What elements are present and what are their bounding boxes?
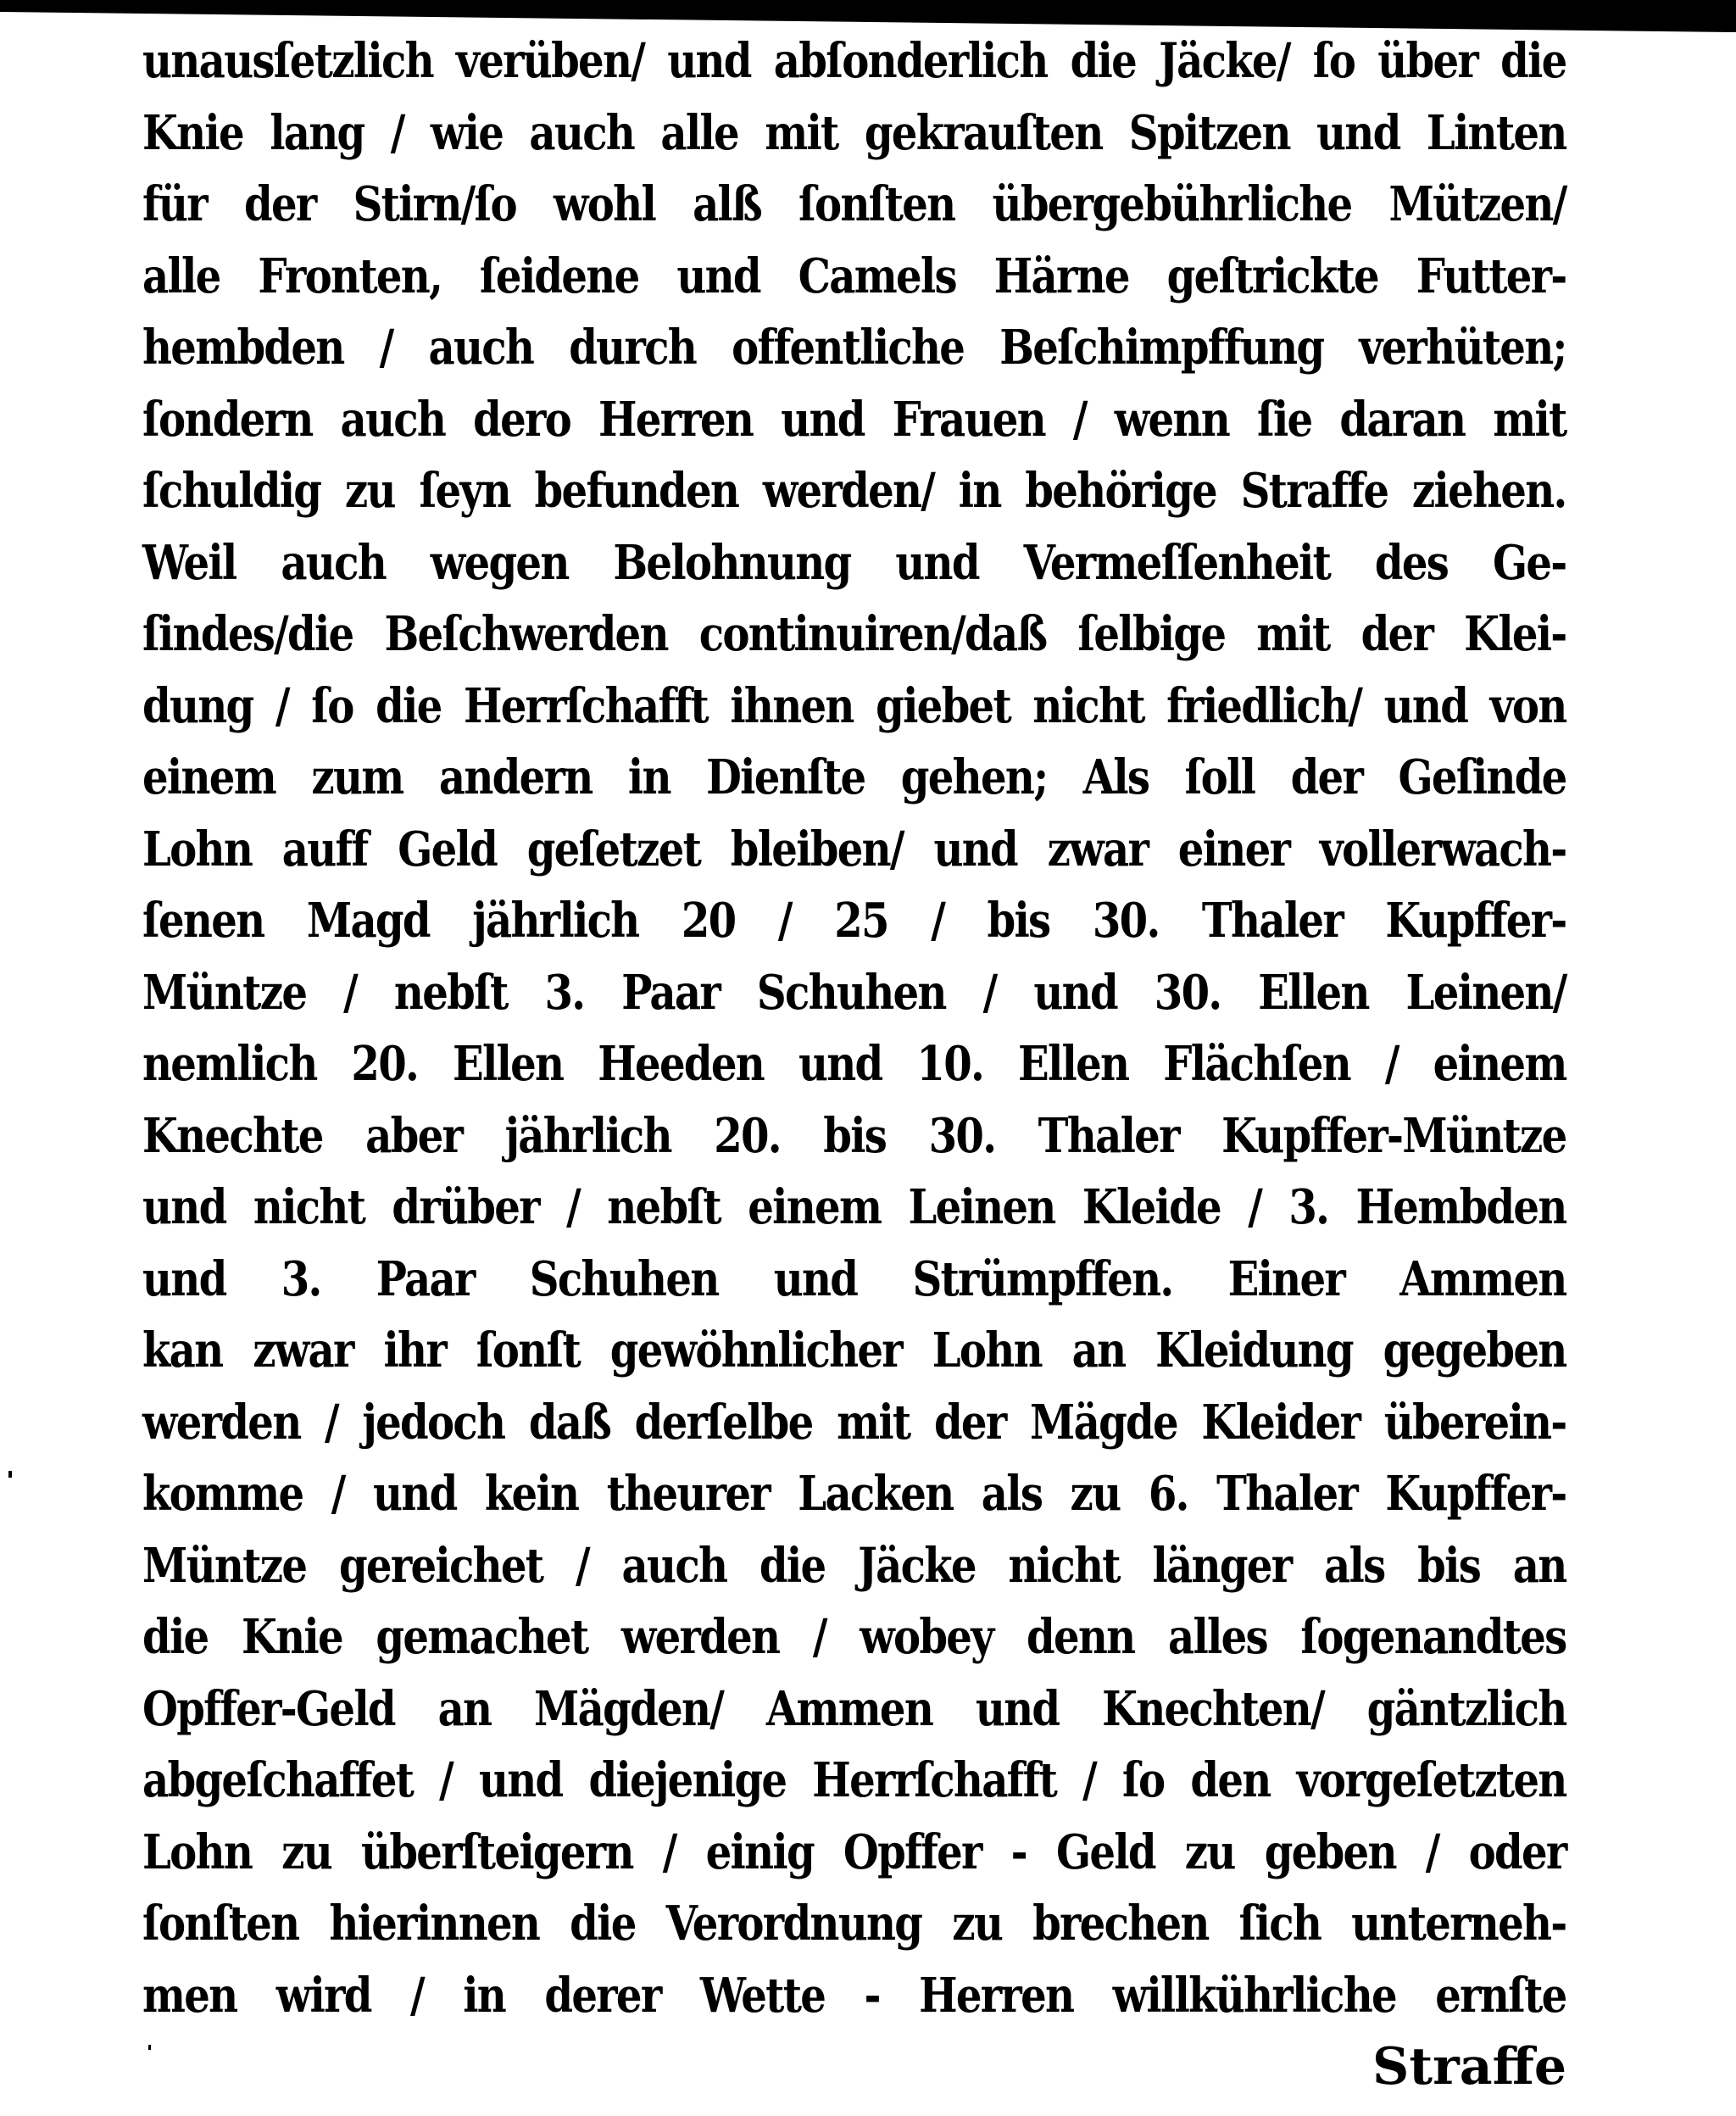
text-line: Weil auch wegen Belohnung und Vermeſſenheit des Ge- [142, 534, 1566, 591]
text-line: Müntze / nebſt 3. Paar Schuhen / und 30. Ellen Leinen/ [142, 964, 1566, 1021]
text-line: und 3. Paar Schuhen und Strümpffen. Einer Ammen [142, 1250, 1566, 1307]
text-line: ſchuldig zu ſeyn befunden werden/ in behörige Straffe ziehen. [142, 463, 1566, 519]
text-line: men wird / in derer Wette - Herren willkührliche ernſte [142, 1967, 1566, 2024]
text-line: einem zum andern in Dienſte gehen; Als ſoll der Geſinde [142, 749, 1566, 805]
text-line: komme / und kein theurer Lacken als zu 6. Thaler Kupffer- [142, 1466, 1566, 1522]
text-line: Opffer-Geld an Mägden/ Ammen und Knechten/ gäntzlich [142, 1680, 1566, 1737]
text-line: ſenen Magd jährlich 20 / 25 / bis 30. Thaler Kupffer- [142, 893, 1566, 949]
text-line: ſindes/die Beſchwerden continuiren/daß ſelbige mit der Klei- [142, 606, 1566, 662]
catchword: Straffe [1372, 2037, 1566, 2097]
text-line: kan zwar ihr ſonſt gewöhnlicher Lohn an Kleidung gegeben [142, 1322, 1566, 1378]
text-line: Lohn zu überſteigern / einig Opffer - Geld zu geben / oder [142, 1824, 1566, 1880]
text-line: die Knie gemachet werden / wobey denn alles ſogenandtes [142, 1609, 1566, 1665]
text-line: Lohn auff Geld geſetzet bleiben/ und zwar einer vollerwach- [142, 821, 1566, 877]
text-line: Müntze gereichet / auch die Jäcke nicht länger als bis an [142, 1537, 1566, 1594]
text-line: ſondern auch dero Herren und Frauen / wenn ſie daran mit [142, 391, 1566, 448]
scan-speck [8, 1471, 12, 1478]
text-line: Knechte aber jährlich 20. bis 30. Thaler Kupffer-Müntze [142, 1107, 1566, 1164]
text-line: dung / ſo die Herrſchafft ihnen giebet nicht friedlich/ und von [142, 677, 1566, 734]
text-line: ſonſten hierinnen die Verordnung zu brechen ſich unterneh- [142, 1896, 1566, 1952]
document-page [142, 25, 1566, 2103]
text-line: für der Stirn/ſo wohl alß ſonſten übergebührliche Mützen/ [142, 176, 1566, 232]
text-line: unausſetzlich verüben/ und abſonderlich die Jäcke/ ſo über die [142, 33, 1566, 89]
text-line: Knie lang / wie auch alle mit gekrauſten Spitzen und Linten [142, 104, 1566, 161]
text-line: werden / jedoch daß derſelbe mit der Mägde Kleider überein- [142, 1394, 1566, 1451]
text-line: abgeſchaffet / und diejenige Herrſchafft / ſo den vorgeſetzten [142, 1752, 1566, 1808]
scan-speck [148, 2045, 151, 2050]
text-line: nemlich 20. Ellen Heeden und 10. Ellen Flächſen / einem [142, 1036, 1566, 1092]
text-line: alle Fronten, ſeidene und Camels Härne geſtrickte Futter- [142, 248, 1566, 304]
text-line: hembden / auch durch offentliche Beſchimpffung verhüten; [142, 320, 1566, 376]
text-line: und nicht drüber / nebſt einem Leinen Kleide / 3. Hembden [142, 1179, 1566, 1235]
catchword-row [142, 2031, 1566, 2103]
